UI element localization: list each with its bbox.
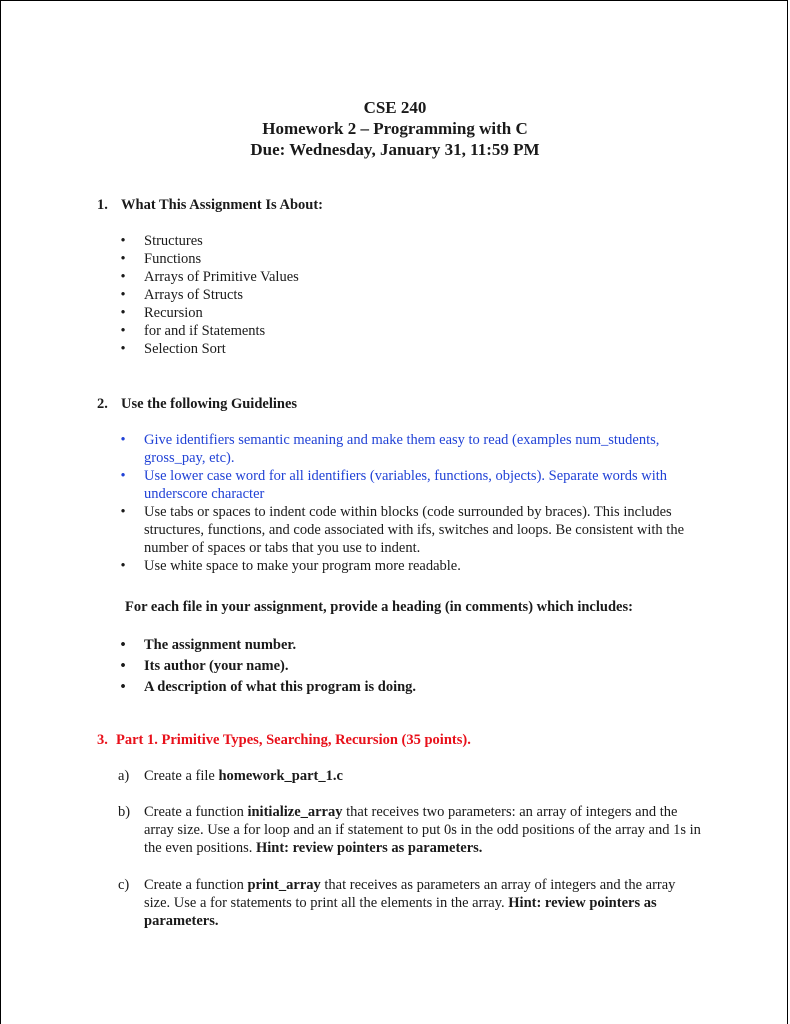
section-1-number: 1. bbox=[97, 197, 108, 213]
task-c-label: c) bbox=[118, 877, 130, 893]
section-2-heading bbox=[97, 395, 297, 413]
bullet-icon: • bbox=[120, 305, 126, 321]
bullet-icon: • bbox=[120, 504, 126, 520]
list-item: • Use lower case word for all identifiers (variables, functions, objects). Separate words with underscore character bbox=[118, 467, 708, 503]
file-name: homework_part_1.c bbox=[218, 768, 343, 784]
bullet-icon: • bbox=[120, 233, 126, 249]
task-b-label: b) bbox=[118, 804, 131, 820]
task-c: c) Create a function print_array that receives as parameters an array of integers and the array size. Use a for statements to print all the elements in the array. Hint: review pointers as parameters. bbox=[118, 877, 676, 929]
title-block bbox=[1, 97, 789, 160]
homework-title: Homework 2 – Programming with C bbox=[262, 119, 528, 138]
function-name: initialize_array bbox=[247, 804, 343, 820]
section-1-heading bbox=[97, 196, 323, 214]
bullet-icon: • bbox=[120, 679, 126, 695]
list-item: • Arrays of Primitive Values bbox=[118, 268, 718, 286]
topics-list bbox=[118, 232, 718, 358]
list-item: • for and if Statements bbox=[118, 322, 718, 340]
bullet-icon: • bbox=[120, 658, 126, 674]
list-item: • A description of what this program is doing. bbox=[118, 677, 708, 698]
hint: Hint: review pointers as parameters. bbox=[144, 895, 657, 929]
bullet-icon: • bbox=[120, 341, 126, 357]
bullet-icon: • bbox=[120, 558, 126, 574]
list-item: • Recursion bbox=[118, 304, 718, 322]
bullet-icon: • bbox=[120, 251, 126, 267]
bullet-icon: • bbox=[120, 432, 126, 448]
task-b: b) Create a function initialize_array that receives two parameters: an array of integers and the array size. Use a for loop and an if statement to put 0s in the odd positions of the array and 1s in the even positions. Hint: review pointers as parameters. bbox=[118, 804, 701, 856]
list-item: • Arrays of Structs bbox=[118, 286, 718, 304]
section-3-heading bbox=[97, 731, 471, 749]
bullet-icon: • bbox=[120, 323, 126, 339]
hint: Hint: review pointers as parameters. bbox=[255, 840, 483, 856]
section-3-number: 3. bbox=[97, 732, 108, 748]
list-item: • Structures bbox=[118, 232, 718, 250]
list-item: • The assignment number. bbox=[118, 635, 708, 656]
task-a-label: a) bbox=[118, 768, 130, 784]
course-title: CSE 240 bbox=[363, 98, 427, 117]
list-item: • Give identifiers semantic meaning and make them easy to read (examples num_students, gross_pay, etc). bbox=[118, 431, 708, 467]
section-2-title: Use the following Guidelines bbox=[121, 396, 298, 412]
guidelines-list bbox=[118, 431, 708, 575]
heading-instructions: For each file in your assignment, provide a heading (in comments) which includes: bbox=[125, 599, 633, 615]
list-item: • Selection Sort bbox=[118, 340, 718, 358]
bullet-icon: • bbox=[120, 269, 126, 285]
section-3-title: Part 1. Primitive Types, Searching, Recursion (35 points). bbox=[116, 732, 471, 748]
bullet-icon: • bbox=[120, 287, 126, 303]
heading-requirements-list bbox=[118, 635, 708, 698]
list-item: • Use tabs or spaces to indent code within blocks (code surrounded by braces). This includes structures, functions, and code associated with ifs, switches and loops. Be consistent with the number of spaces or tabs that you use to indent. bbox=[118, 503, 708, 557]
function-name: print_array bbox=[247, 877, 321, 893]
list-item: • Its author (your name). bbox=[118, 656, 708, 677]
task-a: a) Create a file homework_part_1.c bbox=[118, 768, 343, 784]
section-1-title: What This Assignment Is About: bbox=[121, 197, 323, 213]
section-2-number: 2. bbox=[97, 396, 108, 412]
list-item: • Functions bbox=[118, 250, 718, 268]
bullet-icon: • bbox=[120, 637, 126, 653]
list-item: • Use white space to make your program more readable. bbox=[118, 557, 708, 575]
due-date: Due: Wednesday, January 31, 11:59 PM bbox=[250, 140, 540, 159]
bullet-icon: • bbox=[120, 468, 126, 484]
